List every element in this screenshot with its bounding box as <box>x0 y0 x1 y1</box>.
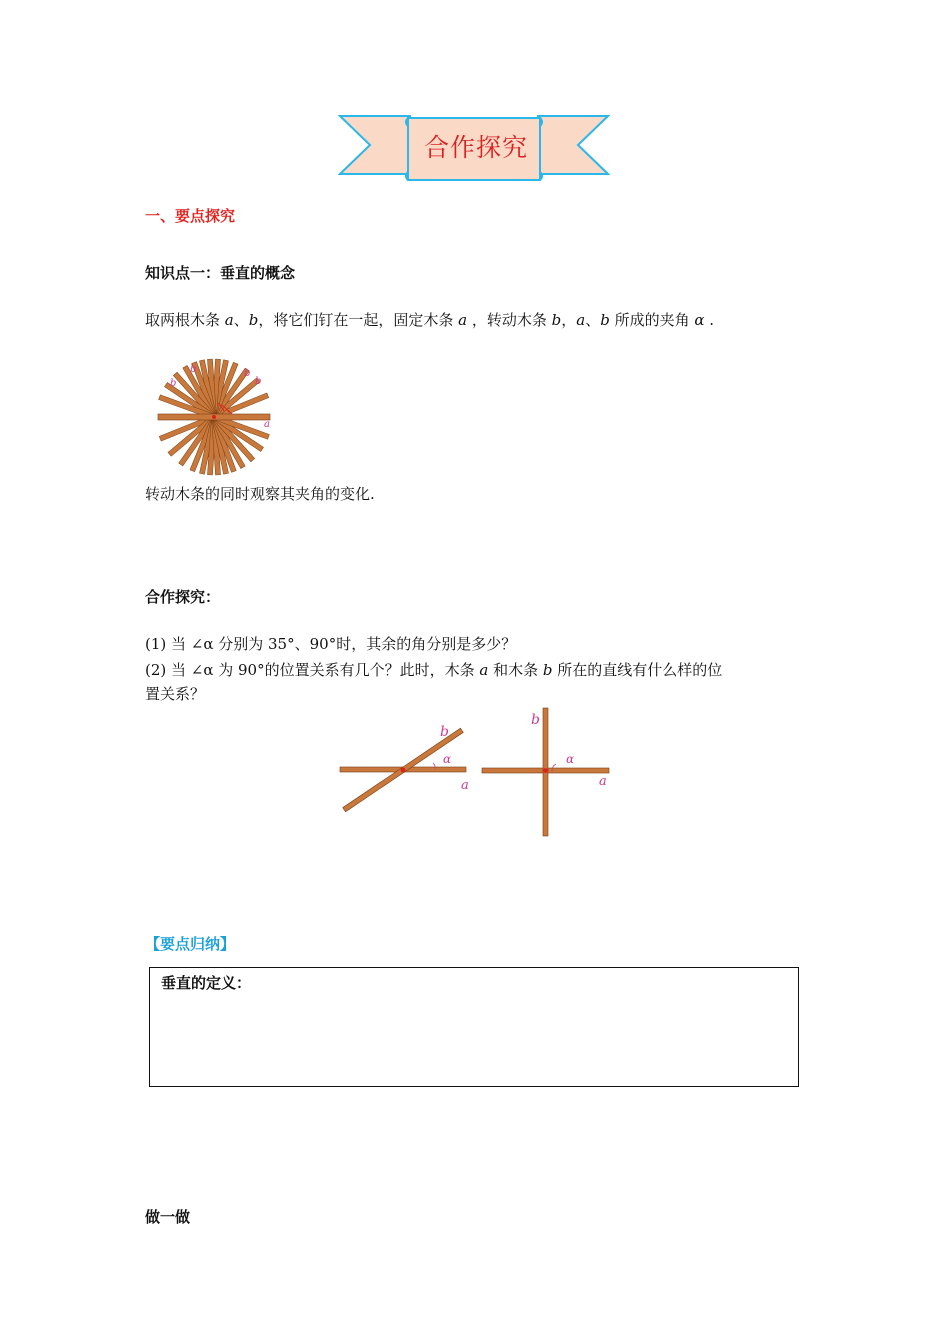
observe-text: 转动木条的同时观察其夹角的变化. <box>145 485 375 503</box>
var-b: b <box>248 311 259 329</box>
var-a: a <box>224 311 234 329</box>
intro-text: ， <box>561 311 577 329</box>
var-alpha: α <box>694 311 705 329</box>
question-2 <box>145 658 825 706</box>
intro-paragraph <box>145 308 714 332</box>
label-a: a <box>599 774 607 789</box>
rotating-sticks-figure <box>150 356 280 478</box>
question-text: 所在的直线有什么样的位 <box>552 661 723 679</box>
intro-text: . <box>704 311 715 329</box>
label-b: b <box>255 376 262 387</box>
coop-heading: 合作探究： <box>145 588 221 606</box>
label-b: b <box>531 712 540 728</box>
section-heading: 一、要点探究 <box>145 207 236 225</box>
pivot-point <box>401 768 406 773</box>
question-text: 和木条 <box>488 661 543 679</box>
pivot-point <box>212 415 216 419</box>
var-a: a <box>458 311 468 329</box>
intro-text: 所成的夹角 <box>609 311 695 329</box>
label-b: b <box>440 724 449 740</box>
label-b: b <box>170 378 177 389</box>
intro-text: 、 <box>233 311 249 329</box>
question-text: 置关系？ <box>145 685 206 703</box>
var-b: b <box>551 311 562 329</box>
var-b: b <box>600 311 610 329</box>
perpendicular-sticks-figure <box>478 705 618 839</box>
var-a: a <box>576 311 586 329</box>
label-b: b <box>190 364 197 375</box>
intro-text: ，将它们钉在一起，固定木条 <box>258 311 459 329</box>
question-1: (1) 当 ∠α 分别为 35°、90°时，其余的角分别是多少？ <box>145 635 517 653</box>
question-text: (2) 当 ∠α 为 90°的位置关系有几个？此时，木条 <box>145 661 480 679</box>
banner-title: 合作探究 <box>423 133 528 162</box>
intro-text: ，转动木条 <box>467 311 552 329</box>
intro-text: 、 <box>585 311 601 329</box>
definition-label: 垂直的定义： <box>161 974 252 992</box>
summary-title: 【要点归纳】 <box>145 935 236 953</box>
oblique-sticks-figure <box>336 716 476 816</box>
knowledge-heading: 知识点一：垂直的概念 <box>145 264 296 282</box>
label-a: a <box>264 419 270 430</box>
label-alpha: α <box>566 752 575 766</box>
label-b: b <box>244 368 251 379</box>
label-alpha: α <box>443 752 452 766</box>
definition-box <box>149 967 799 1087</box>
label-a: a <box>461 778 469 793</box>
var-b: b <box>542 661 553 679</box>
intro-text: 取两根木条 <box>145 311 225 329</box>
practice-heading: 做一做 <box>145 1208 191 1226</box>
var-a: a <box>479 661 489 679</box>
pivot-point <box>543 768 548 773</box>
